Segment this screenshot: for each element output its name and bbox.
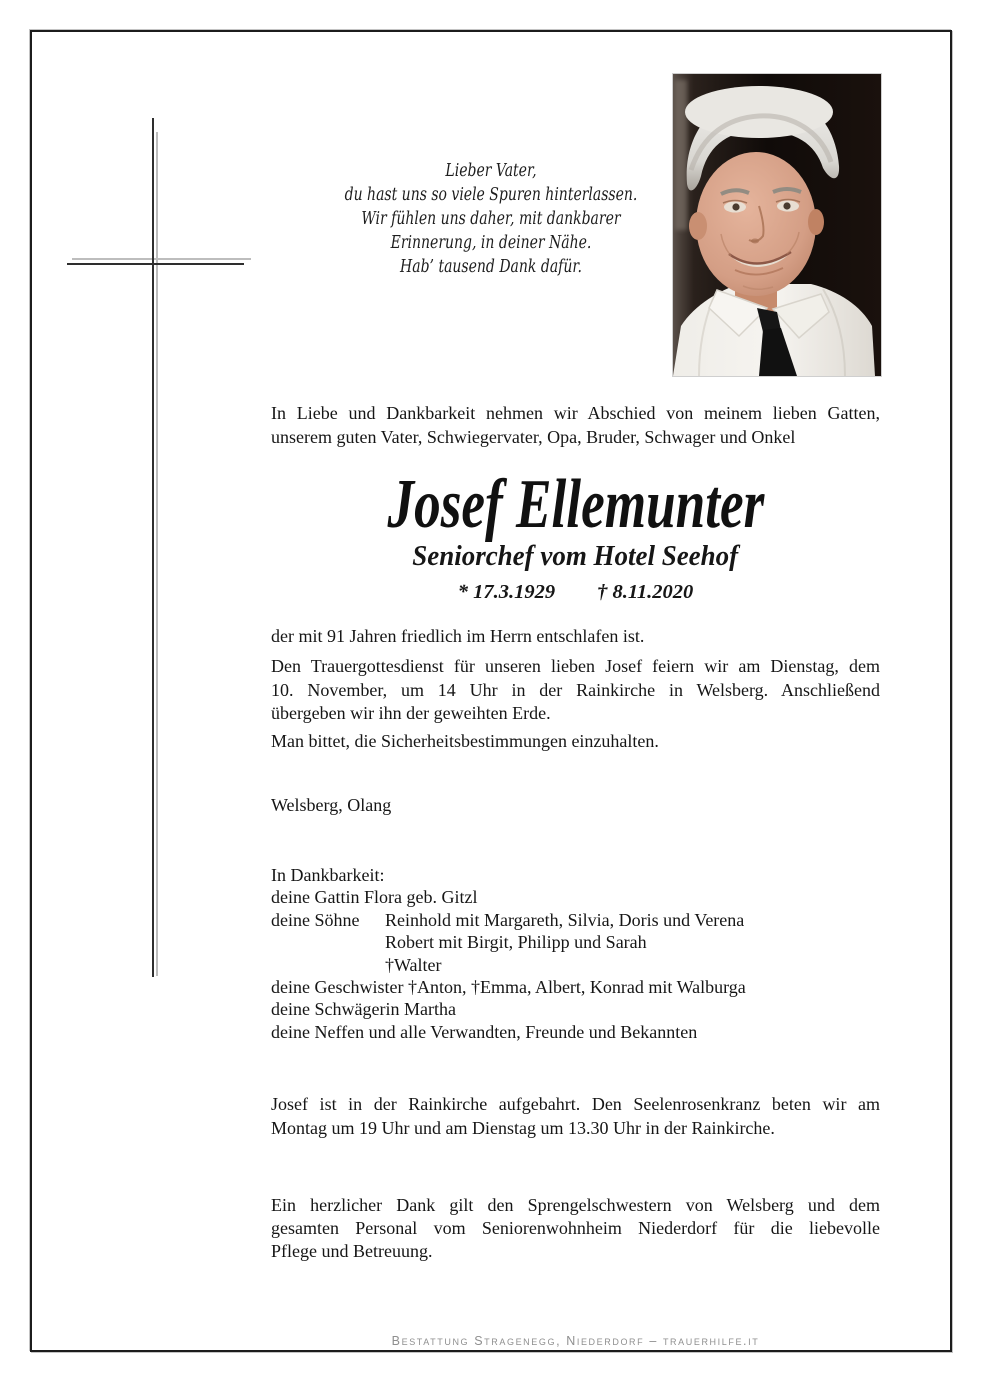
mourner-line: †Walter — [385, 954, 442, 975]
life-dates — [271, 579, 880, 605]
death-date: † 8.11.2020 — [597, 581, 694, 603]
poem-line: du hast uns so viele Spuren hinterlassen. — [344, 185, 638, 205]
places-line: Welsberg, Olang — [271, 795, 392, 815]
deceased-name-block — [271, 466, 880, 543]
service-paragraph — [271, 655, 880, 726]
intro-paragraph — [271, 402, 880, 449]
poem-line: Erinnerung, in deiner Nähe. — [390, 233, 592, 253]
portrait-illustration — [673, 74, 881, 376]
cross-horizontal-line — [67, 263, 244, 265]
poem-line: Hab’ tausend Dank dafür. — [400, 257, 582, 277]
mourner-line: deine Schwägerin Martha — [271, 999, 456, 1020]
portrait-photo — [672, 73, 882, 377]
mourner-line: deine Geschwister †Anton, †Emma, Albert, Konrad mit Walburga — [271, 977, 746, 998]
text-line: In Liebe und Dankbarkeit nehmen wir Abschied von meinem lieben Gatten, — [271, 403, 880, 423]
poem-line: Wir fühlen uns daher, mit dankbarer — [361, 209, 621, 229]
memorial-poem — [315, 159, 667, 279]
deceased-name: Josef Ellemunter — [387, 466, 764, 543]
mourner-line: deine Neffen und alle Verwandten, Freunde und Bekannten — [271, 1021, 698, 1042]
mourner-line: Reinhold mit Margareth, Silvia, Doris und Verena — [385, 909, 745, 930]
text-line: Den Trauergottesdienst für unseren lieben Josef feiern wir am Dienstag, dem — [271, 656, 880, 676]
soehne-row — [271, 909, 931, 976]
entschlafen-line: der mit 91 Jahren friedlich im Herrn entschlafen ist. — [271, 626, 645, 646]
poem-line: Lieber Vater, — [445, 161, 537, 181]
text-line: Montag um 19 Uhr und am Dienstag um 13.30 Uhr in der Rainkirche. — [271, 1118, 775, 1138]
text-line: gesamten Personal vom Seniorenwohnheim Niederdorf für die liebevolle — [271, 1217, 880, 1238]
cross-horizontal-shadow-line — [72, 258, 251, 260]
text-line: Josef ist in der Rainkirche aufgebahrt. Den Seelenrosenkranz beten wir am — [271, 1094, 880, 1114]
mourners-heading: In Dankbarkeit: — [271, 865, 385, 885]
cross-vertical-line — [152, 118, 154, 977]
soehne-label: deine Söhne — [271, 909, 360, 930]
text-line: Ein herzlicher Dank gilt den Sprengelschwestern von Welsberg und dem — [271, 1195, 880, 1215]
birth-date: * 17.3.1929 — [457, 581, 556, 603]
funeral-home-footer: Bestattung Stragenegg, Niederdorf – trauerhilfe.it — [391, 1334, 760, 1348]
text-line: Pflege und Betreuung. — [271, 1240, 433, 1261]
deceased-role-block — [271, 541, 880, 571]
mourners-list — [271, 864, 931, 1043]
deceased-role: Seniorchef vom Hotel Seehof — [412, 540, 739, 572]
mourner-line: Robert mit Birgit, Philipp und Sarah — [385, 932, 647, 953]
text-line: 10. November, um 14 Uhr in der Rainkirche in Welsberg. Anschließend — [271, 679, 880, 700]
sicherheit-line: Man bittet, die Sicherheitsbestimmungen einzuhalten. — [271, 731, 659, 751]
wake-paragraph — [271, 1092, 880, 1140]
text-line: unserem guten Vater, Schwiegervater, Opa, Bruder, Schwager und Onkel — [271, 426, 796, 447]
text-line: übergeben wir ihn der geweihten Erde. — [271, 703, 551, 723]
thanks-paragraph — [271, 1194, 880, 1262]
mourner-line: deine Gattin Flora geb. Gitzl — [271, 887, 478, 908]
soehne-names — [385, 909, 744, 976]
